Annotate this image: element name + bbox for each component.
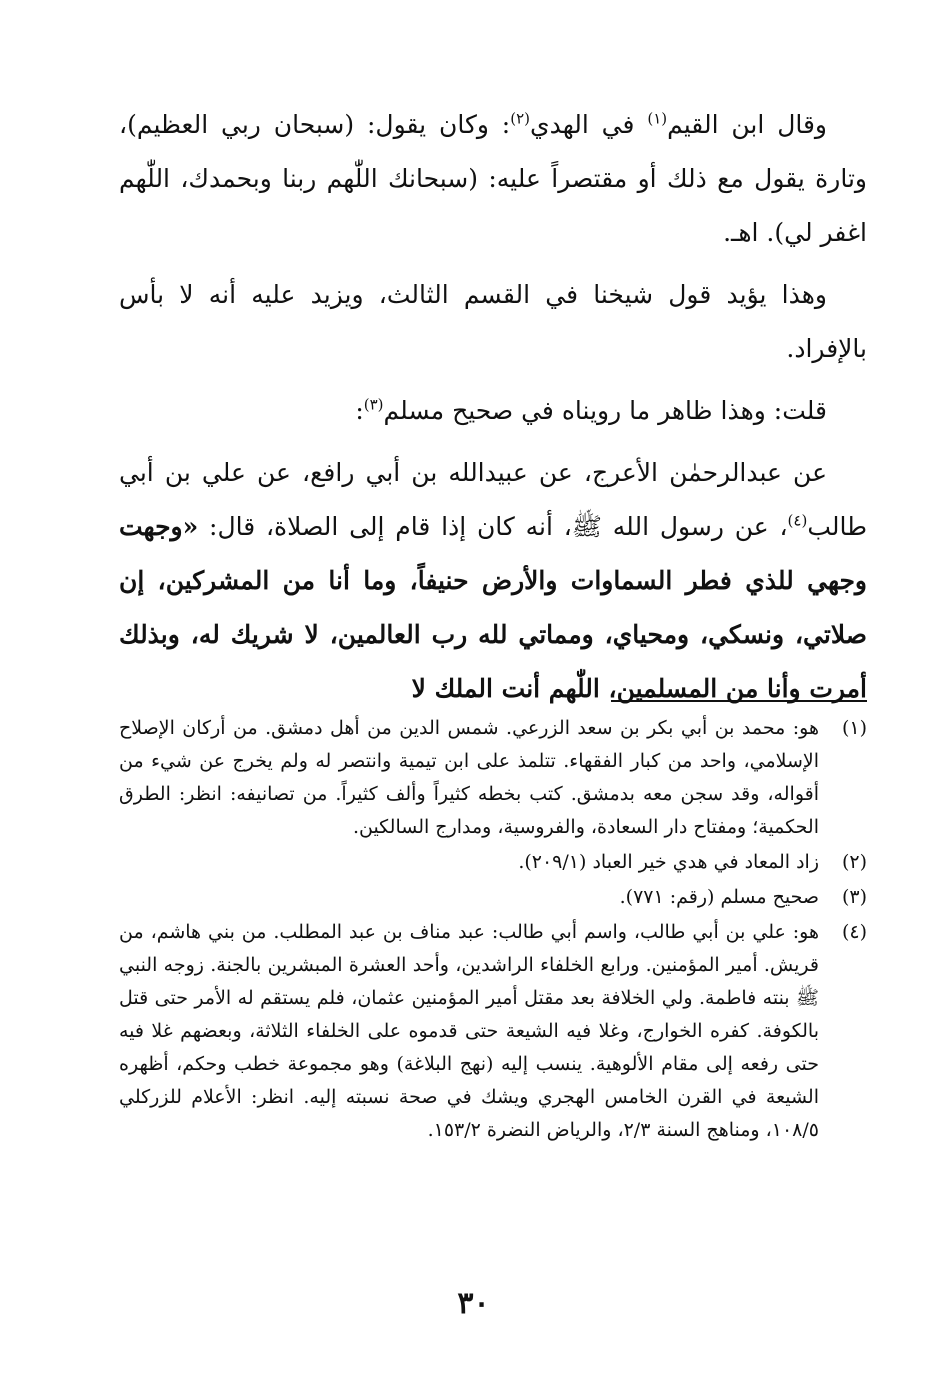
footnote-ref-1: (١) bbox=[647, 109, 668, 128]
footnotes bbox=[119, 712, 867, 1149]
paragraph-text: : وكان يقول: (سبحان ربي العظيم)، وتارة يقول مع ذلك أو مقتصراً عليه: (سبحانك اللّٰهم ربنا وبحمدك، اللّٰهم اغفر لي). اهـ. bbox=[119, 110, 867, 247]
footnote-text: زاد المعاد في هدي خير العباد (٢٠٩/١). bbox=[518, 851, 819, 873]
footnote-number: (٤) bbox=[841, 921, 867, 943]
paragraph-support: وهذا يؤيد قول شيخنا في القسم الثالث، ويزيد عليه أنه لا بأس بالإفراد. bbox=[119, 280, 867, 363]
footnote-3 bbox=[119, 881, 867, 914]
paragraph-text: في الهدي bbox=[530, 110, 648, 139]
paragraph-statement bbox=[119, 384, 867, 438]
main-text bbox=[119, 98, 867, 724]
footnote-number: (٢) bbox=[841, 851, 867, 873]
paragraph-text: عن عبدالرحمٰن الأعرج، عن عبيدالله بن أبي رافع، عن علي بن أبي طالب bbox=[119, 458, 867, 541]
footnote-text: هو: محمد بن أبي بكر بن سعد الزرعي. شمس الدين من أهل دمشق. من أركان الإصلاح الإسلامي، واحد من كبار الفقهاء. تتلمذ على ابن تيمية وانتصر له ولم يخرج عن شيء من أقواله، وقد سجن معه بدمشق. كتب بخطه كثيراً وألف كثيراً. من تصانيفه: انظر: الطرق الحكمية؛ ومفتاح دار السعادة، والفروسية، ومدارج السالكين. bbox=[119, 717, 819, 838]
footnote-4 bbox=[119, 916, 867, 1147]
footnote-text: هو: علي بن أبي طالب، واسم أبي طالب: عبد مناف بن عبد المطلب. من بني هاشم، من قريش. أمير المؤمنين. ورابع الخلفاء الراشدين، وأحد العشرة المبشرين بالجنة. زوجه النبي ﷺ بنته فاطمة. ولي الخلافة بعد مقتل أمير المؤمنين عثمان، فلم يستقم له الأمر حتى قتل بالكوفة. كفره الخوارج، وغلا فيه الشيعة حتى قدموه على الخلفاء الثلاثة، وبعضهم غلا فيه حتى رفعه إلى مقام الألوهية. ينسب إليه (نهج البلاغة) وهو مجموعة خطب وحكم، أظهره الشيعة في القرن الخامس الهجري ويشك في صحة نسبته إليه. انظر: الأعلام للزركلي ١٠٨/٥، ومناهج السنة ٢/٣، والرياض النضرة ١٥٣/٢. bbox=[119, 921, 819, 1141]
paragraph-hadith bbox=[119, 446, 867, 716]
paragraph-text: ، عن رسول الله ﷺ، أنه كان إذا قام إلى الصلاة، قال: bbox=[209, 512, 788, 541]
footnote-number: (٣) bbox=[841, 886, 867, 908]
footnote-ref-3: (٣) bbox=[363, 395, 384, 414]
paragraph-text: وقال ابن القيم bbox=[667, 110, 828, 139]
paragraph-ibn-qayyim bbox=[119, 98, 867, 260]
footnote-text: صحيح مسلم (رقم: ٧٧١). bbox=[619, 886, 819, 908]
footnote-divider bbox=[611, 700, 867, 702]
paragraph-text: قلت: وهذا ظاهر ما رويناه في صحيح مسلم bbox=[383, 396, 827, 425]
footnote-number: (١) bbox=[841, 717, 867, 739]
page-number: ٣٠ bbox=[457, 1286, 490, 1321]
hadith-quote: «وجهت وجهي للذي فطر السماوات والأرض حنيفاً، وما أنا من المشركين، إن صلاتي، ونسكي، ومحياي، ومماتي لله رب العالمين، لا شريك له، وبذلك أمرت وأنا من المسلمين، اللّٰهم أنت الملك لا bbox=[119, 512, 867, 703]
footnote-ref-2: (٢) bbox=[510, 109, 531, 128]
paragraph-text: : bbox=[355, 396, 364, 425]
footnote-1 bbox=[119, 712, 867, 844]
footnote-2 bbox=[119, 846, 867, 879]
footnote-ref-4: (٤) bbox=[787, 511, 808, 530]
